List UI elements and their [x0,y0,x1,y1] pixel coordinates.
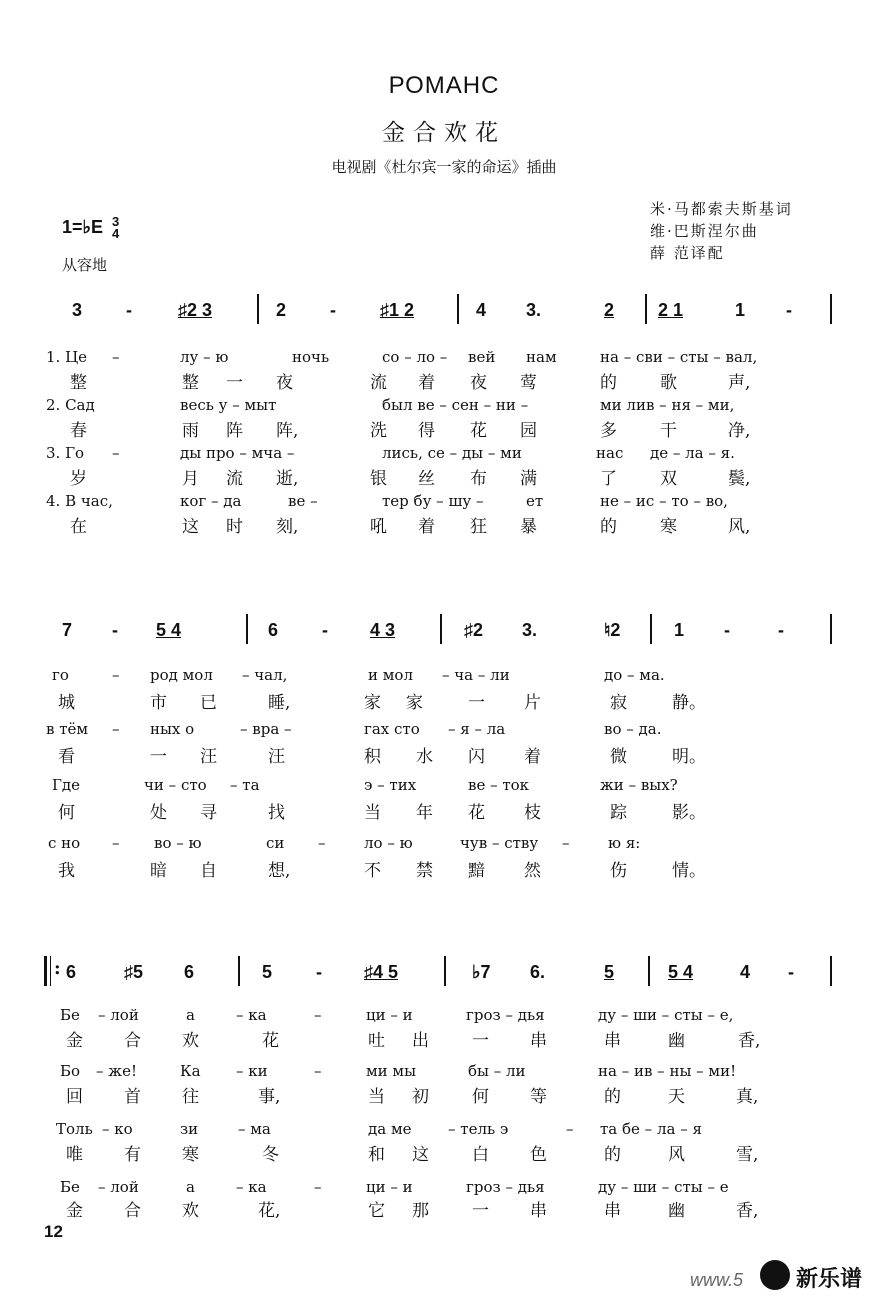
lyric-ru: та бе – ла – я [600,1120,702,1138]
note: 2 [604,300,615,320]
lyric-ru: гроз – дья [466,1006,545,1024]
note-group: 4 3 [370,620,396,640]
lyric-ru: Ка [180,1062,201,1080]
lyric-ru: ци – и [366,1178,413,1196]
page-number: 12 [44,1222,63,1241]
note-dash: - [724,620,730,640]
lyric-ru: гроз – дья [466,1178,545,1196]
key-signature [62,216,119,240]
lyric-ru: гах сто [364,720,420,738]
lyric-ru: ког – да [180,492,242,510]
lyric-ru: 1. Це [46,348,88,366]
note: 6 [184,962,195,982]
lyric-ru: – [314,1006,322,1024]
note-dash: - [330,300,336,320]
lyric-ru: ду – ши – сты – е, [598,1006,734,1024]
lyric-ru: – вра – [240,720,292,738]
lyric-ru: род мол [150,666,213,684]
lyric-ru: чи – сто [144,776,207,794]
note: 6 [66,962,77,982]
note: 5 [604,962,615,982]
note: 3 [72,300,83,320]
lyric-ru: – [314,1062,322,1080]
lyric-ru: на – сви – сты – вал, [600,348,758,366]
note: 1 [735,300,746,320]
note: 6. [530,962,546,982]
credit-lyricist: 米·马都索夫斯基词 [650,200,793,218]
lyric-ru: на – ив – ны – ми! [598,1062,737,1080]
lyric-ru: ю я: [608,834,641,852]
time-signature: 3 4 [112,214,120,241]
note-group: 2 1 [658,300,684,320]
lyric-ru: лись, се – ды – ми [382,444,522,462]
note-group: ♯2 3 [178,300,213,320]
lyric-ru: ми лив – ня – ми, [600,396,735,414]
lyric-ru: до – ма. [604,666,665,684]
credit-composer: 维·巴斯涅尔曲 [650,222,759,240]
lyric-ru: Бе [60,1178,80,1196]
lyric-ru: – ма [238,1120,271,1138]
note-dash: - [112,620,118,640]
lyric-ru: жи – вых? [600,776,678,794]
lyric-ru: Толь [56,1120,93,1138]
lyric-ru: – [112,720,120,738]
note: ♯5 [124,962,144,982]
note: ♯2 [464,620,484,640]
note: 3. [526,300,542,320]
lyric-ru: ве – ток [468,776,530,794]
note: ♮2 [604,620,621,640]
lyric-ru: Бе [60,1006,80,1024]
lyric-ru: весь у – мыт [180,396,277,414]
note-group: 5 4 [668,962,694,982]
note-dash: - [786,300,792,320]
lyric-ru: 3. Го [46,444,85,462]
note-group: ♯4 5 [364,962,399,982]
lyric-ru: – [112,348,120,366]
note: 6 [268,620,279,640]
note-dash: - [778,620,784,640]
lyric-ru: – [562,834,570,852]
lyric-ru: – лой [98,1178,139,1196]
lyric-ru: ве – [288,492,318,510]
lyric-ru: – я – ла [448,720,506,738]
lyric-ru: ночь [292,348,330,366]
lyric-ru: зи [180,1120,199,1138]
lyric-ru: 2. Сад [46,396,95,414]
lyric-ru: ци – и [366,1006,413,1024]
lyric-ru: 4. В час, [46,492,113,510]
lyric-ru: и мол [368,666,413,684]
lyric-ru: тер бу – шу – [382,492,484,510]
note-group: 5 4 [156,620,182,640]
note-dash: - [126,300,132,320]
lyric-ru: – [112,666,120,684]
song-subtitle: 电视剧《杜尔宾一家的命运》插曲 [331,158,557,176]
note-dash: - [788,962,794,982]
logo-text: 新乐谱 [796,1267,863,1292]
lyric-ru: а [186,1006,195,1024]
watermark-url: www.5 [690,1270,744,1290]
note-group: ♯1 2 [380,300,415,320]
lyric-ru: ло – ю [364,834,413,852]
note: 2 [276,300,287,320]
lyric-ru: Где [52,776,81,794]
tempo-marking: 从容地 [62,256,108,274]
note: 5 [262,962,273,982]
logo-icon [760,1260,790,1290]
lyric-ru: ми мы [366,1062,417,1080]
lyric-ru: – ка [236,1178,267,1196]
note: 1 [674,620,685,640]
lyric-ru: чув – ству [460,834,539,852]
lyric-ru: – чал, [242,666,288,684]
lyric-ru: нас [596,444,624,462]
lyric-ru: вей [468,348,496,366]
lyric-ru: да ме [368,1120,412,1138]
lyric-ru: ет [526,492,544,510]
lyric-ru: ных о [150,720,195,738]
lyric-ru: бы – ли [468,1062,526,1080]
lyric-ru: со – ло – [382,348,448,366]
lyric-ru: во – ю [154,834,202,852]
lyric-ru: – [112,834,120,852]
note: 4 [476,300,487,320]
lyric-ru: го [52,666,69,684]
lyric-ru: лу – ю [180,348,229,366]
lyric-ru: во – да. [604,720,662,738]
lyric-ru: ду – ши – сты – е [598,1178,729,1196]
lyric-ru: – [314,1178,322,1196]
song-title-chinese: 金合欢花 [382,120,506,146]
lyric-ru: – [318,834,326,852]
lyric-ru: – ко [102,1120,133,1138]
key-label: 1=♭E [62,216,104,237]
repeat-sign: : [54,958,61,979]
lyric-ru: – ка [236,1006,267,1024]
lyric-ru: – та [230,776,260,794]
note: 7 [62,620,73,640]
lyric-ru: с но [48,834,81,852]
lyric-ru: ды про – мча – [180,444,295,462]
lyric-ru: нам [526,348,557,366]
lyric-ru: – [566,1120,574,1138]
lyric-ru: – лой [98,1006,139,1024]
note: ♭7 [472,962,491,982]
lyric-ru: – же! [96,1062,137,1080]
lyric-ru: де – ла – я. [650,444,735,462]
note-dash: - [322,620,328,640]
lyric-ru: э – тих [364,776,417,794]
lyric-ru: – тель э [448,1120,509,1138]
lyric-ru: был ве – сен – ни – [382,396,529,414]
lyric-ru: – [112,444,120,462]
lyric-ru: си [266,834,285,852]
lyric-ru: не – ис – то – во, [600,492,728,510]
credit-translator: 薛 范译配 [650,244,725,262]
lyric-ru: а [186,1178,195,1196]
lyric-ru: – ча – ли [442,666,510,684]
lyric-ru: в тём [46,720,89,738]
song-title: РОМАНС [388,72,500,99]
lyric-ru: – ки [236,1062,268,1080]
note: 4 [740,962,751,982]
lyric-ru: Бо [60,1062,81,1080]
note: 3. [522,620,538,640]
note-dash: - [316,962,322,982]
